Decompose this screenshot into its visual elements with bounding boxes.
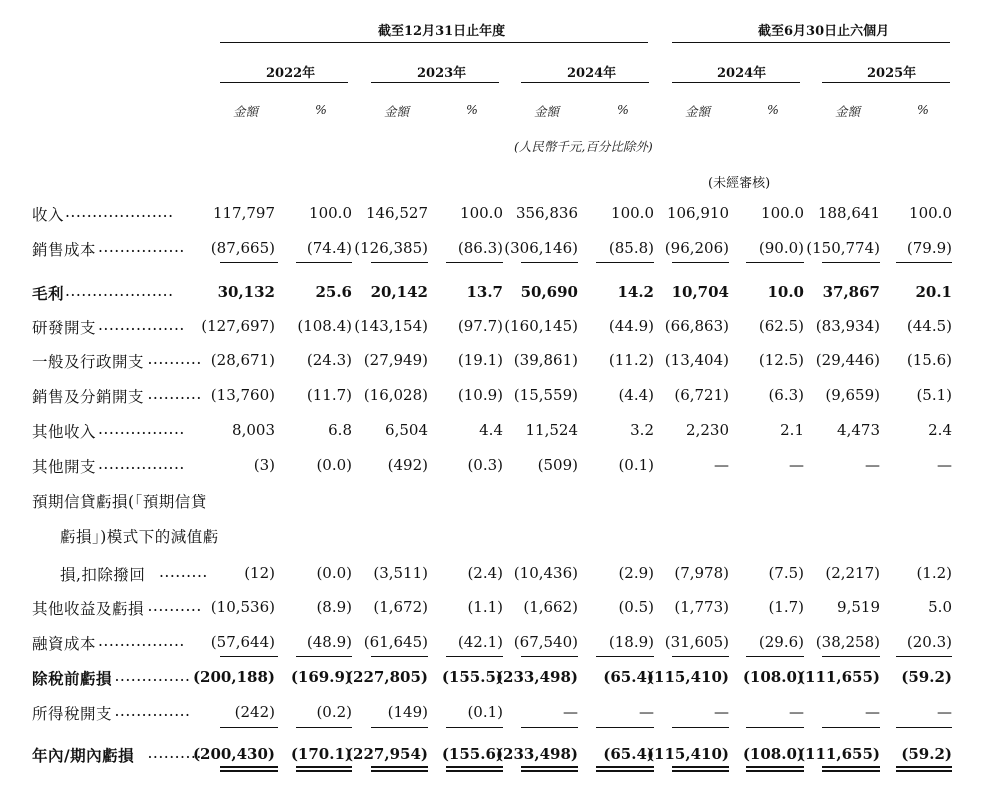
percent-cell: 25.6 (315, 283, 352, 301)
amount-cell: 20,142 (370, 283, 428, 301)
percent-cell: (0.2) (316, 703, 352, 721)
total-double-rule (822, 766, 880, 772)
percent-cell: (0.0) (316, 564, 352, 582)
amount-cell: (200,430) (192, 745, 275, 763)
amount-cell: — (563, 703, 578, 721)
amount-cell: (12) (244, 564, 275, 582)
subtotal-rule (896, 656, 952, 657)
amount-cell: (27,949) (363, 351, 428, 369)
subtotal-rule (746, 727, 804, 728)
row-leader-dots: ................ (98, 455, 185, 473)
subtotal-rule (822, 727, 880, 728)
percent-cell: (0.1) (618, 456, 654, 474)
percent-cell: (97.7) (457, 317, 503, 335)
subtotal-rule (896, 727, 952, 728)
percent-cell: (48.9) (306, 633, 352, 651)
amount-cell: (67,540) (513, 633, 578, 651)
row-label: 銷售及分銷開支 (32, 388, 145, 406)
subtotal-rule (296, 262, 352, 263)
amount-cell: (233,498) (495, 668, 578, 686)
amount-cell: (1,672) (373, 598, 428, 616)
amount-cell: (1,662) (523, 598, 578, 616)
row-leader-dots: .............. (114, 702, 191, 720)
percent-cell: 100.0 (611, 204, 654, 222)
percent-cell: 3.2 (630, 421, 654, 439)
amount-cell: 10,704 (671, 283, 729, 301)
percent-cell: (12.5) (758, 351, 804, 369)
percent-cell: 14.2 (617, 283, 654, 301)
percent-cell: (62.5) (758, 317, 804, 335)
subtotal-rule (220, 727, 278, 728)
subtotal-rule (746, 656, 804, 657)
row-leader-dots: ................ (98, 632, 185, 650)
subtotal-rule (672, 727, 729, 728)
percent-cell: — (789, 456, 804, 474)
percent-cell: (5.1) (916, 386, 952, 404)
amount-header-3: 金額 (534, 104, 560, 119)
percent-cell: (108.4) (297, 317, 352, 335)
amount-cell: 11,524 (525, 421, 578, 439)
percent-cell: (1.7) (768, 598, 804, 616)
amount-cell: (31,605) (664, 633, 729, 651)
amount-cell: 106,910 (666, 204, 729, 222)
amount-cell: (96,206) (664, 239, 729, 257)
percent-cell: (0.5) (618, 598, 654, 616)
subtotal-rule (521, 727, 578, 728)
amount-cell: (66,863) (664, 317, 729, 335)
total-double-rule (446, 766, 503, 772)
subtotal-rule (371, 262, 428, 263)
percent-cell: (85.8) (608, 239, 654, 257)
amount-cell: 6,504 (385, 421, 428, 439)
amount-cell: — (865, 703, 880, 721)
amount-cell: (1,773) (674, 598, 729, 616)
percent-cell: (44.5) (906, 317, 952, 335)
percent-cell: (42.1) (457, 633, 503, 651)
amount-cell: — (865, 456, 880, 474)
subtotal-rule (446, 656, 503, 657)
amount-header-2: 金額 (384, 104, 410, 119)
subtotal-rule (220, 262, 278, 263)
row-label: 除稅前虧損 (32, 669, 113, 688)
row-label: 融資成本 (32, 635, 97, 653)
row-leader-dots: ................ (98, 420, 185, 438)
percent-cell: (11.2) (608, 351, 654, 369)
subtotal-rule (596, 727, 654, 728)
subtotal-rule (896, 262, 952, 263)
subtotal-rule (446, 727, 503, 728)
amount-cell: (127,697) (201, 317, 275, 335)
period-2025-h1: 2025年 (867, 66, 917, 81)
subtotal-rule (746, 262, 804, 263)
row-label: 預期信貸虧損(「預期信貸 (32, 493, 207, 511)
total-double-rule (896, 766, 952, 772)
amount-cell: (149) (387, 703, 428, 721)
percent-cell: (155.6) (441, 745, 503, 763)
amount-cell: (160,145) (504, 317, 578, 335)
amount-cell: 8,003 (232, 421, 275, 439)
row-label: 虧損」)模式下的減值虧 (60, 528, 219, 546)
percent-cell: (0.0) (316, 456, 352, 474)
amount-cell: 117,797 (212, 204, 275, 222)
period-2025-h1-rule (822, 82, 950, 83)
header-year-ended: 截至12月31日止年度 (378, 24, 506, 39)
amount-cell: (61,645) (363, 633, 428, 651)
amount-cell: (227,954) (345, 745, 428, 763)
row-label: 其他收入 (32, 423, 97, 441)
subtotal-rule (371, 656, 428, 657)
row-leader-dots: ................ (98, 316, 185, 334)
percent-header-1: % (315, 102, 327, 117)
percent-header-4: % (767, 102, 779, 117)
percent-cell: (15.6) (906, 351, 952, 369)
percent-cell: — (937, 456, 952, 474)
total-double-rule (746, 766, 804, 772)
amount-cell: 4,473 (837, 421, 880, 439)
row-label: 所得稅開支 (32, 705, 113, 723)
amount-cell: (126,385) (354, 239, 428, 257)
percent-cell: (65.4) (603, 668, 654, 686)
row-label: 其他收益及虧損 (32, 600, 145, 618)
amount-cell: (83,934) (815, 317, 880, 335)
amount-cell: (16,028) (363, 386, 428, 404)
percent-cell: (19.1) (457, 351, 503, 369)
percent-cell: — (789, 703, 804, 721)
percent-cell: (59.2) (901, 745, 952, 763)
row-label: 損,扣除撥回 (60, 566, 146, 584)
row-leader-dots: ......... (159, 563, 208, 581)
amount-cell: 2,230 (686, 421, 729, 439)
percent-cell: (10.9) (457, 386, 503, 404)
subtotal-rule (822, 262, 880, 263)
amount-cell: (13,404) (664, 351, 729, 369)
amount-header-4: 金額 (685, 104, 711, 119)
amount-cell: — (714, 703, 729, 721)
percent-cell: 100.0 (761, 204, 804, 222)
percent-cell: 6.8 (328, 421, 352, 439)
percent-header-5: % (917, 102, 929, 117)
amount-cell: 37,867 (822, 283, 880, 301)
row-leader-dots: .......... (147, 385, 202, 403)
amount-cell: (111,655) (797, 668, 880, 686)
row-label: 毛利 (32, 284, 65, 303)
amount-cell: (13,760) (210, 386, 275, 404)
row-leader-dots: .................... (65, 203, 174, 221)
row-label: 一般及行政開支 (32, 353, 145, 371)
percent-cell: (79.9) (906, 239, 952, 257)
row-leader-dots: ................ (98, 238, 185, 256)
total-double-rule (296, 766, 352, 772)
period-2024-h1-rule (672, 82, 800, 83)
total-double-rule (521, 766, 578, 772)
percent-cell: (7.5) (768, 564, 804, 582)
amount-cell: 50,690 (520, 283, 578, 301)
period-2022-rule (220, 82, 348, 83)
row-label: 其他開支 (32, 458, 97, 476)
percent-cell: (2.4) (467, 564, 503, 582)
row-leader-dots: .................... (65, 282, 174, 300)
amount-cell: (492) (387, 456, 428, 474)
amount-cell: (150,774) (806, 239, 880, 257)
amount-cell: 356,836 (515, 204, 578, 222)
amount-cell: (7,978) (674, 564, 729, 582)
amount-cell: (115,410) (646, 668, 729, 686)
amount-cell: 9,519 (837, 598, 880, 616)
header-six-months-rule (672, 42, 950, 43)
row-leader-dots: .......... (147, 597, 202, 615)
amount-cell: (111,655) (797, 745, 880, 763)
amount-cell: (9,659) (825, 386, 880, 404)
amount-cell: (38,258) (815, 633, 880, 651)
amount-cell: — (714, 456, 729, 474)
percent-cell: (6.3) (768, 386, 804, 404)
amount-cell: (39,861) (513, 351, 578, 369)
period-2024-rule (521, 82, 649, 83)
amount-cell: (28,671) (210, 351, 275, 369)
row-leader-dots: .......... (147, 744, 202, 762)
subtotal-rule (596, 656, 654, 657)
amount-cell: (57,644) (210, 633, 275, 651)
period-2024: 2024年 (567, 66, 617, 81)
amount-cell: 30,132 (217, 283, 275, 301)
amount-cell: 188,641 (817, 204, 880, 222)
row-leader-dots: .......... (147, 350, 202, 368)
amount-cell: (200,188) (192, 668, 275, 686)
amount-header-1: 金額 (233, 104, 259, 119)
percent-cell: — (937, 703, 952, 721)
period-2024-h1: 2024年 (717, 66, 767, 81)
percent-cell: (108.0) (742, 745, 804, 763)
total-double-rule (220, 766, 278, 772)
percent-cell: (90.0) (758, 239, 804, 257)
percent-cell: (2.9) (618, 564, 654, 582)
percent-cell: (18.9) (608, 633, 654, 651)
period-2022: 2022年 (266, 66, 316, 81)
percent-cell: 5.0 (928, 598, 952, 616)
subtotal-rule (371, 727, 428, 728)
amount-cell: (233,498) (495, 745, 578, 763)
amount-cell: (10,536) (210, 598, 275, 616)
amount-cell: (3) (253, 456, 275, 474)
row-label: 研發開支 (32, 319, 97, 337)
percent-cell: (169.9) (290, 668, 352, 686)
percent-cell: (1.2) (916, 564, 952, 582)
row-label: 銷售成本 (32, 241, 97, 259)
amount-header-5: 金額 (835, 104, 861, 119)
percent-cell: 100.0 (460, 204, 503, 222)
percent-cell: (0.3) (467, 456, 503, 474)
percent-cell: (29.6) (758, 633, 804, 651)
amount-cell: (2,217) (825, 564, 880, 582)
amount-cell: (10,436) (513, 564, 578, 582)
amount-cell: 146,527 (365, 204, 428, 222)
subtotal-rule (596, 262, 654, 263)
percent-cell: (74.4) (306, 239, 352, 257)
amount-cell: (6,721) (674, 386, 729, 404)
percent-cell: (59.2) (901, 668, 952, 686)
percent-cell: 2.4 (928, 421, 952, 439)
percent-cell: 13.7 (466, 283, 503, 301)
subtotal-rule (672, 262, 729, 263)
subtotal-rule (521, 656, 578, 657)
percent-cell: 10.0 (767, 283, 804, 301)
amount-cell: (227,805) (345, 668, 428, 686)
amount-cell: (509) (537, 456, 578, 474)
percent-cell: (170.1) (290, 745, 352, 763)
header-six-months: 截至6月30日止六個月 (758, 24, 890, 39)
amount-cell: (29,446) (815, 351, 880, 369)
subtotal-rule (672, 656, 729, 657)
amount-cell: (87,665) (210, 239, 275, 257)
percent-cell: 4.4 (479, 421, 503, 439)
row-label: 收入 (32, 206, 65, 224)
percent-cell: (24.3) (306, 351, 352, 369)
percent-cell: 100.0 (309, 204, 352, 222)
row-label: 年內/期內虧損 (32, 746, 135, 765)
percent-cell: (11.7) (306, 386, 352, 404)
subtotal-rule (220, 656, 278, 657)
percent-cell: (155.5) (441, 668, 503, 686)
percent-cell: — (639, 703, 654, 721)
percent-header-3: % (617, 102, 629, 117)
subtotal-rule (296, 656, 352, 657)
amount-cell: (242) (234, 703, 275, 721)
percent-header-2: % (466, 102, 478, 117)
percent-cell: (44.9) (608, 317, 654, 335)
percent-cell: (0.1) (467, 703, 503, 721)
percent-cell: (108.0) (742, 668, 804, 686)
total-double-rule (371, 766, 428, 772)
percent-cell: (86.3) (457, 239, 503, 257)
row-leader-dots: .............. (114, 667, 191, 685)
header-year-ended-rule (220, 42, 648, 43)
period-2023-rule (371, 82, 499, 83)
amount-cell: (143,154) (354, 317, 428, 335)
percent-cell: (1.1) (467, 598, 503, 616)
total-double-rule (672, 766, 729, 772)
currency-note: (人民幣千元,百分比除外) (514, 139, 653, 154)
amount-cell: (115,410) (646, 745, 729, 763)
percent-cell: (4.4) (618, 386, 654, 404)
amount-cell: (15,559) (513, 386, 578, 404)
percent-cell: 20.1 (915, 283, 952, 301)
percent-cell: (8.9) (316, 598, 352, 616)
subtotal-rule (822, 656, 880, 657)
unaudited-note: (未經審核) (708, 176, 771, 191)
subtotal-rule (446, 262, 503, 263)
percent-cell: (20.3) (906, 633, 952, 651)
period-2023: 2023年 (417, 66, 467, 81)
subtotal-rule (296, 727, 352, 728)
percent-cell: 100.0 (909, 204, 952, 222)
subtotal-rule (521, 262, 578, 263)
amount-cell: (306,146) (504, 239, 578, 257)
percent-cell: 2.1 (780, 421, 804, 439)
amount-cell: (3,511) (373, 564, 428, 582)
total-double-rule (596, 766, 654, 772)
percent-cell: (65.4) (603, 745, 654, 763)
